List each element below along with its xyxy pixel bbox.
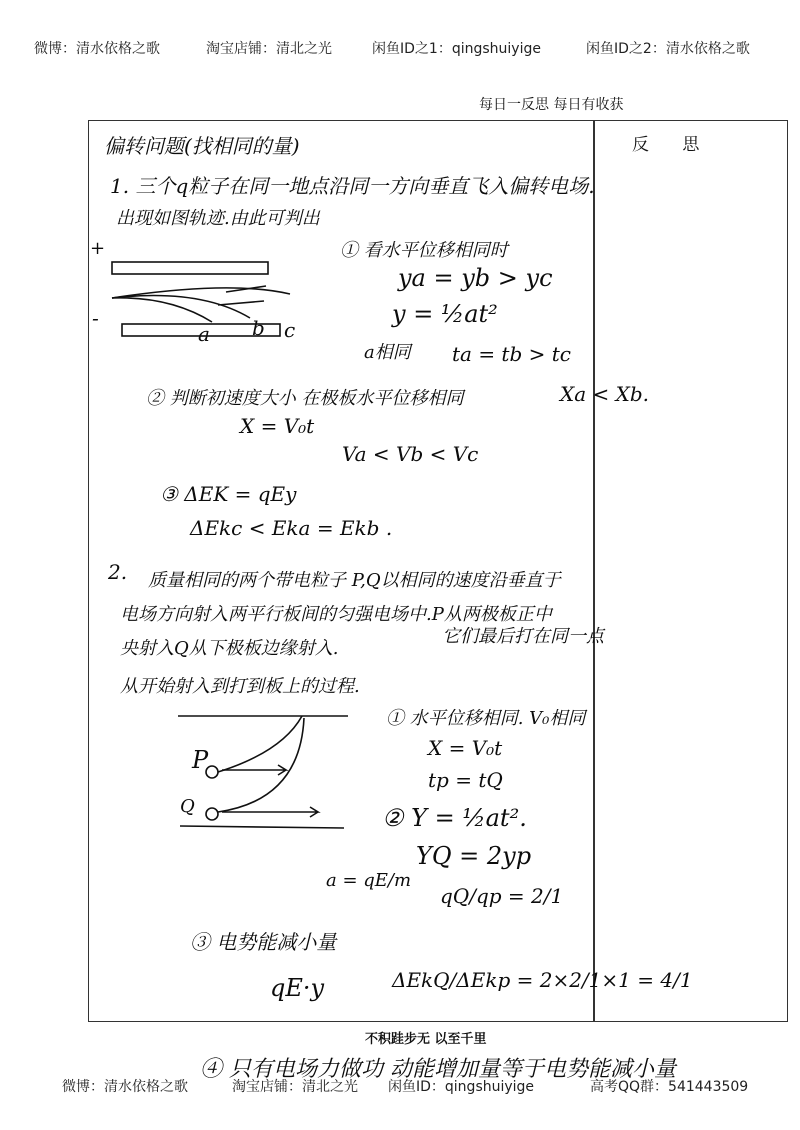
- notes-title: 偏转问题(找相同的量): [104, 134, 300, 158]
- problem2-line2: 电场方向射入两平行板间的匀强电场中.P从两极板正中: [120, 604, 552, 625]
- daily-motto: 每日一反思 每日有收获: [479, 97, 624, 113]
- problem2-line1: 质量相同的两个带电粒子 P,Q以相同的速度沿垂直于: [148, 570, 561, 591]
- problem2-line4: 从开始射入到打到板上的过程.: [120, 676, 360, 697]
- reflection-divider: [593, 120, 595, 1022]
- fig1-label-b: b: [252, 316, 265, 340]
- result2-eq2: YQ = 2yp: [416, 842, 532, 870]
- fig2-label-p: P: [192, 746, 209, 774]
- fig1-label-c: c: [284, 318, 296, 342]
- result2-ratio: qQ/qp = 2/1: [440, 884, 564, 908]
- result2-eq1: ② Y = ½at².: [382, 804, 527, 832]
- step3-eq1: ③ ΔEK = qEy: [160, 482, 297, 506]
- header-xianyu2: 闲鱼ID之2：清水依格之歌: [586, 41, 750, 57]
- header-taobao: 淘宝店铺：清北之光: [206, 41, 332, 57]
- header-weibo: 微博：清水依格之歌: [34, 41, 160, 57]
- result3-qey: qE·y: [270, 974, 325, 1002]
- step2-eq2: Va < Vb < Vc: [342, 442, 479, 466]
- problem2-line3b: 它们最后打在同一点: [442, 626, 604, 647]
- fig2-label-q: Q: [180, 796, 195, 817]
- fig1-minus-label: -: [92, 306, 99, 330]
- step3-eq2: ΔEkc < Eka = Ekb .: [190, 516, 393, 540]
- problem2-number: 2.: [108, 560, 128, 584]
- footer-xianyu: 闲鱼ID：qingshuiyige: [388, 1079, 535, 1095]
- footer-motto: 不积跬步无 以至千里: [365, 1032, 487, 1047]
- result1-eq1: X = V₀t: [428, 736, 503, 760]
- page-header: [34, 38, 770, 62]
- fig1-plus-label: +: [90, 238, 106, 259]
- header-xianyu1: 闲鱼ID之1：qingshuiyige: [372, 41, 541, 57]
- fig1-label-a: a: [198, 322, 210, 346]
- step1-eq2: y = ½at²: [392, 300, 498, 328]
- step2-compare: Xa < Xb.: [560, 382, 650, 406]
- step1-eq1: ya = yb > yc: [398, 264, 553, 292]
- reflection-label: 反 思: [632, 135, 714, 155]
- result3-heading: ③ 电势能减小量: [190, 930, 337, 954]
- step1-eq3b: ta = tb > tc: [452, 342, 571, 366]
- problem2-line3: 央射入Q从下极板边缘射入.: [120, 638, 339, 659]
- bottom-note: ④ 只有电场力做功 动能增加量等于电势能减小量: [200, 1057, 676, 1082]
- problem1-line1: 1. 三个q粒子在同一地点沿同一方向垂直飞入偏转电场.: [110, 174, 595, 198]
- footer-weibo: 微博：清水依格之歌: [62, 1079, 188, 1095]
- step2-eq1: X = V₀t: [240, 414, 315, 438]
- step1-eq3a: a相同: [364, 342, 411, 363]
- result2-accel: a = qE/m: [326, 870, 412, 891]
- step2-heading: ② 判断初速度大小 在极板水平位移相同: [146, 388, 464, 409]
- step1-heading: ① 看水平位移相同时: [340, 240, 508, 261]
- footer-qq: 高考QQ群：541443509: [590, 1079, 749, 1095]
- footer-taobao: 淘宝店铺：清北之光: [232, 1079, 358, 1095]
- result3-ratio: ΔEkQ/ΔEkp = 2×2/1×1 = 4/1: [392, 968, 693, 992]
- problem1-line2: 出现如图轨迹.由此可判出: [116, 208, 320, 229]
- result1-heading: ① 水平位移相同. V₀相同: [386, 708, 586, 729]
- result1-eq2: tp = tQ: [428, 768, 503, 792]
